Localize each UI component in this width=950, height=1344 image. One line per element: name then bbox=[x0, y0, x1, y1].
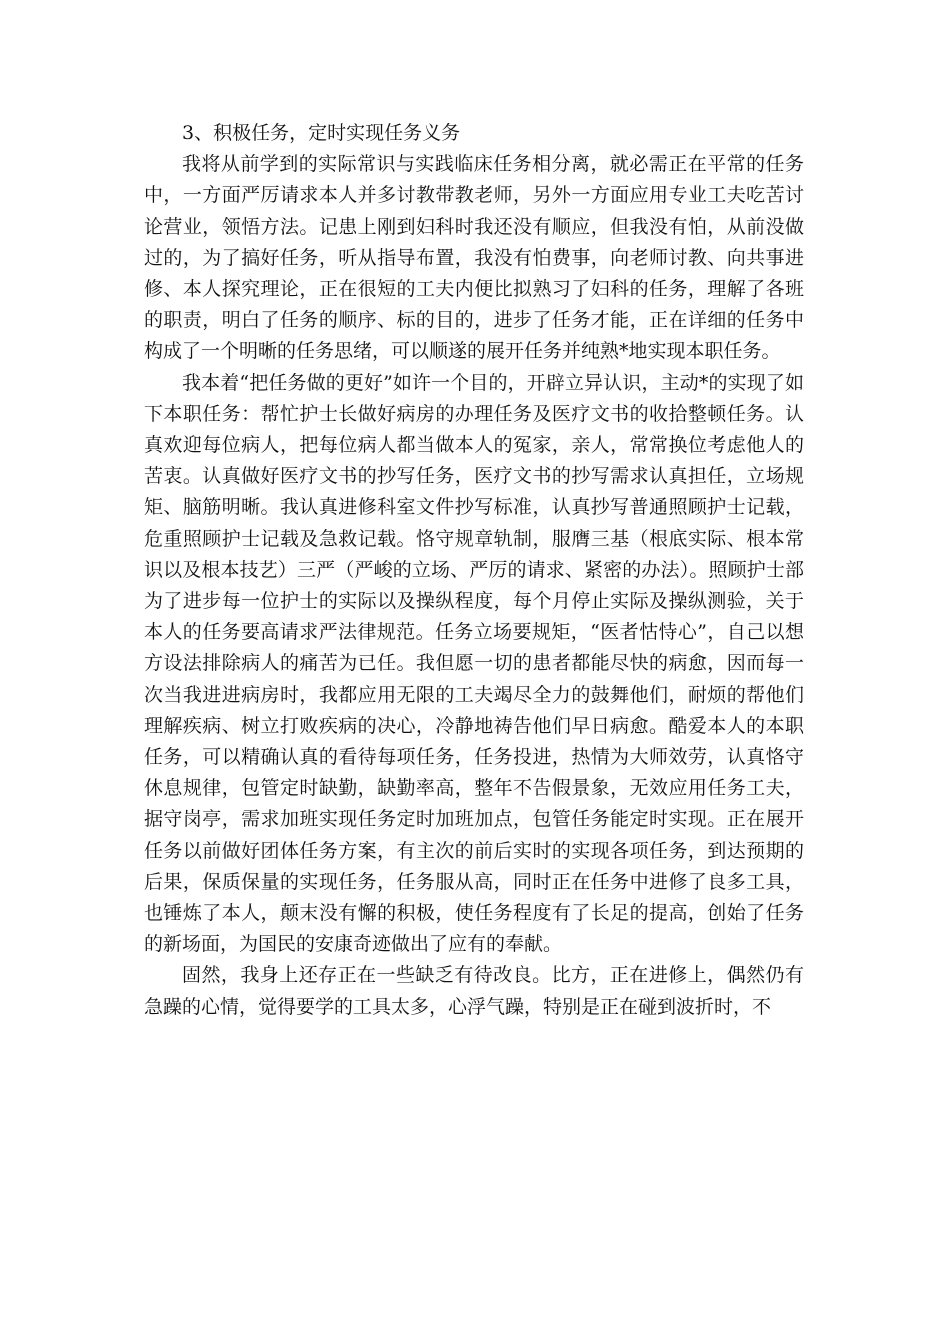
paragraph-3: 固然，我身上还存正在一些缺乏有待改良。比方，正在进修上，偶然仍有急躁的心情，觉得要学的工具太多，心浮气躁，特别是正在碰到波折时，不 bbox=[144, 964, 804, 1018]
paragraph-1: 我将从前学到的实际常识与实践临床任务相分离，就必需正在平常的任务中，一方面严厉请求本人并多讨教带教老师，另外一方面应用专业工夫吃苦讨论营业，领悟方法。记患上刚到妇科时我还没有顺应，但我没有怕，从前没做过的，为了搞好任务，听从指导布置，我没有怕费事，向老师讨教、向共事进修、本人探究理论，正在很短的工夫内便比拟熟习了妇科的任务，理解了各班的职责，明白了任务的顺序、标的目的，进步了任务才能，正在详细的任务中构成了一个明晰的任务思绪，可以顺遂的展开任务并纯熟*地实现本职任务。 bbox=[144, 153, 804, 363]
section-heading: 3、积极任务，定时实现任务义务 bbox=[182, 122, 461, 144]
paragraph-2: 我本着“把任务做的更好”如许一个目的，开辟立异认识，主动*的实现了如下本职任务：帮忙护士长做好病房的办理任务及医疗文书的收拾整顿任务。认真欢迎每位病人，把每位病人都当做本人的冤家，亲人，常常换位考虑他人的苦衷。认真做好医疗文书的抄写任务，医疗文书的抄写需求认真担任，立场规矩、脑筋明晰。我认真进修科室文件抄写标准，认真抄写普通照顾护士记载，危重照顾护士记载及急救记载。恪守规章轨制，服膺三基（根底实际、根本常识以及根本技艺）三严（严峻的立场、严厉的请求、紧密的办法）。照顾护士部为了进步每一位护士的实际以及操纵程度，每个月停止实际及操纵测验，关于本人的任务要高请求严法律规范。任务立场要规矩，“医者怙恃心”，自己以想方设法排除病人的痛苦为已任。我但愿一切的患者都能尽快的病愈，因而每一次当我进进病房时，我都应用无限的工夫竭尽全力的鼓舞他们，耐烦的帮他们理解疾病、树立打败疾病的决心，冷静地祷告他们早日病愈。酷爱本人的本职任务，可以精确认真的看待每项任务，任务投进，热情为大师效劳，认真恪守休息规律，包管定时缺勤，缺勤率高，整年不告假景象，无效应用任务工夫，据守岗亭，需求加班实现任务定时加班加点，包管任务能定时实现。正在展开任务以前做好团体任务方案，有主次的前后实时的实现各项任务，到达预期的后果，保质保量的实现任务，任务服从高，同时正在任务中进修了良多工具，也锤炼了本人，颠末没有懈的积极，使任务程度有了长足的提高，创始了任务的新场面，为国民的安康奇迹做出了应有的奉献。 bbox=[144, 371, 804, 956]
document-body bbox=[144, 118, 804, 1023]
